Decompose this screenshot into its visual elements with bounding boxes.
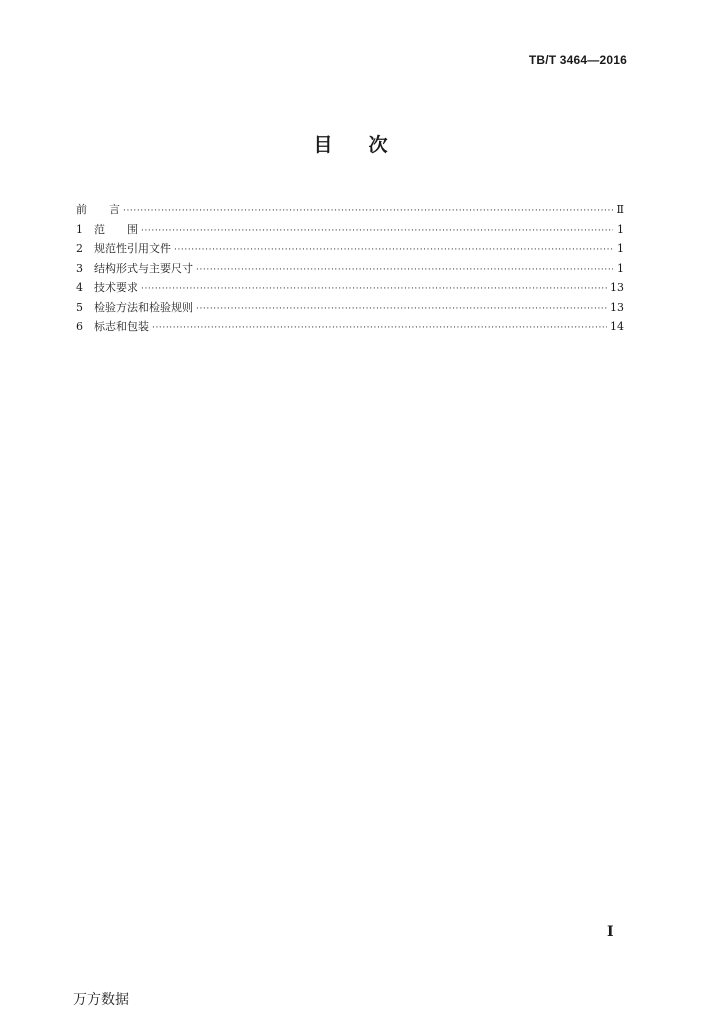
toc-entry-label: 技术要求 [94,281,138,294]
toc-entry-number: 2 [76,242,83,255]
toc-entry-page: 14 [610,320,624,333]
toc-entry-inspection-methods[interactable] [76,298,624,318]
toc-leader-dots [196,300,607,320]
toc-entry-technical-requirements[interactable] [76,278,624,298]
toc-entry-page: 1 [617,242,624,255]
toc-entry-number: 1 [76,222,83,236]
toc-entry-number: 6 [76,320,83,333]
toc-leader-dots [196,261,613,281]
table-of-contents [76,200,624,337]
toc-entry-number: 4 [76,281,83,294]
toc-leader-dots [174,241,613,261]
page-title: 目次 [313,134,424,156]
toc-entry-label: 范 围 [94,222,138,236]
toc-entry-page: 1 [617,222,624,236]
toc-entry-scope[interactable] [76,220,624,240]
source-watermark: 万方数据 [73,992,129,1008]
toc-entry-page: 13 [610,300,624,314]
toc-entry-foreword[interactable] [76,200,624,220]
toc-entry-label: 检验方法和检验规则 [94,300,193,314]
toc-entry-page: 1 [617,261,624,275]
toc-entry-label: 标志和包装 [94,320,149,333]
toc-entry-number: 5 [76,300,83,314]
toc-leader-dots [123,202,613,222]
toc-entry-page: 13 [610,281,624,294]
toc-entry-label: 规范性引用文件 [94,242,171,255]
toc-entry-label: 结构形式与主要尺寸 [94,261,193,275]
toc-entry-label: 前 言 [76,203,120,216]
toc-leader-dots [152,319,607,339]
toc-entry-number: 3 [76,261,83,275]
toc-entry-marking-packaging[interactable] [76,317,624,337]
toc-entry-page: Ⅱ [616,203,624,216]
toc-entry-normative-references[interactable] [76,239,624,259]
toc-entry-structure-dimensions[interactable] [76,259,624,279]
toc-leader-dots [141,280,607,300]
toc-leader-dots [141,222,613,242]
page-number: I [607,924,614,940]
document-code: TB/T 3464—2016 [528,53,627,67]
